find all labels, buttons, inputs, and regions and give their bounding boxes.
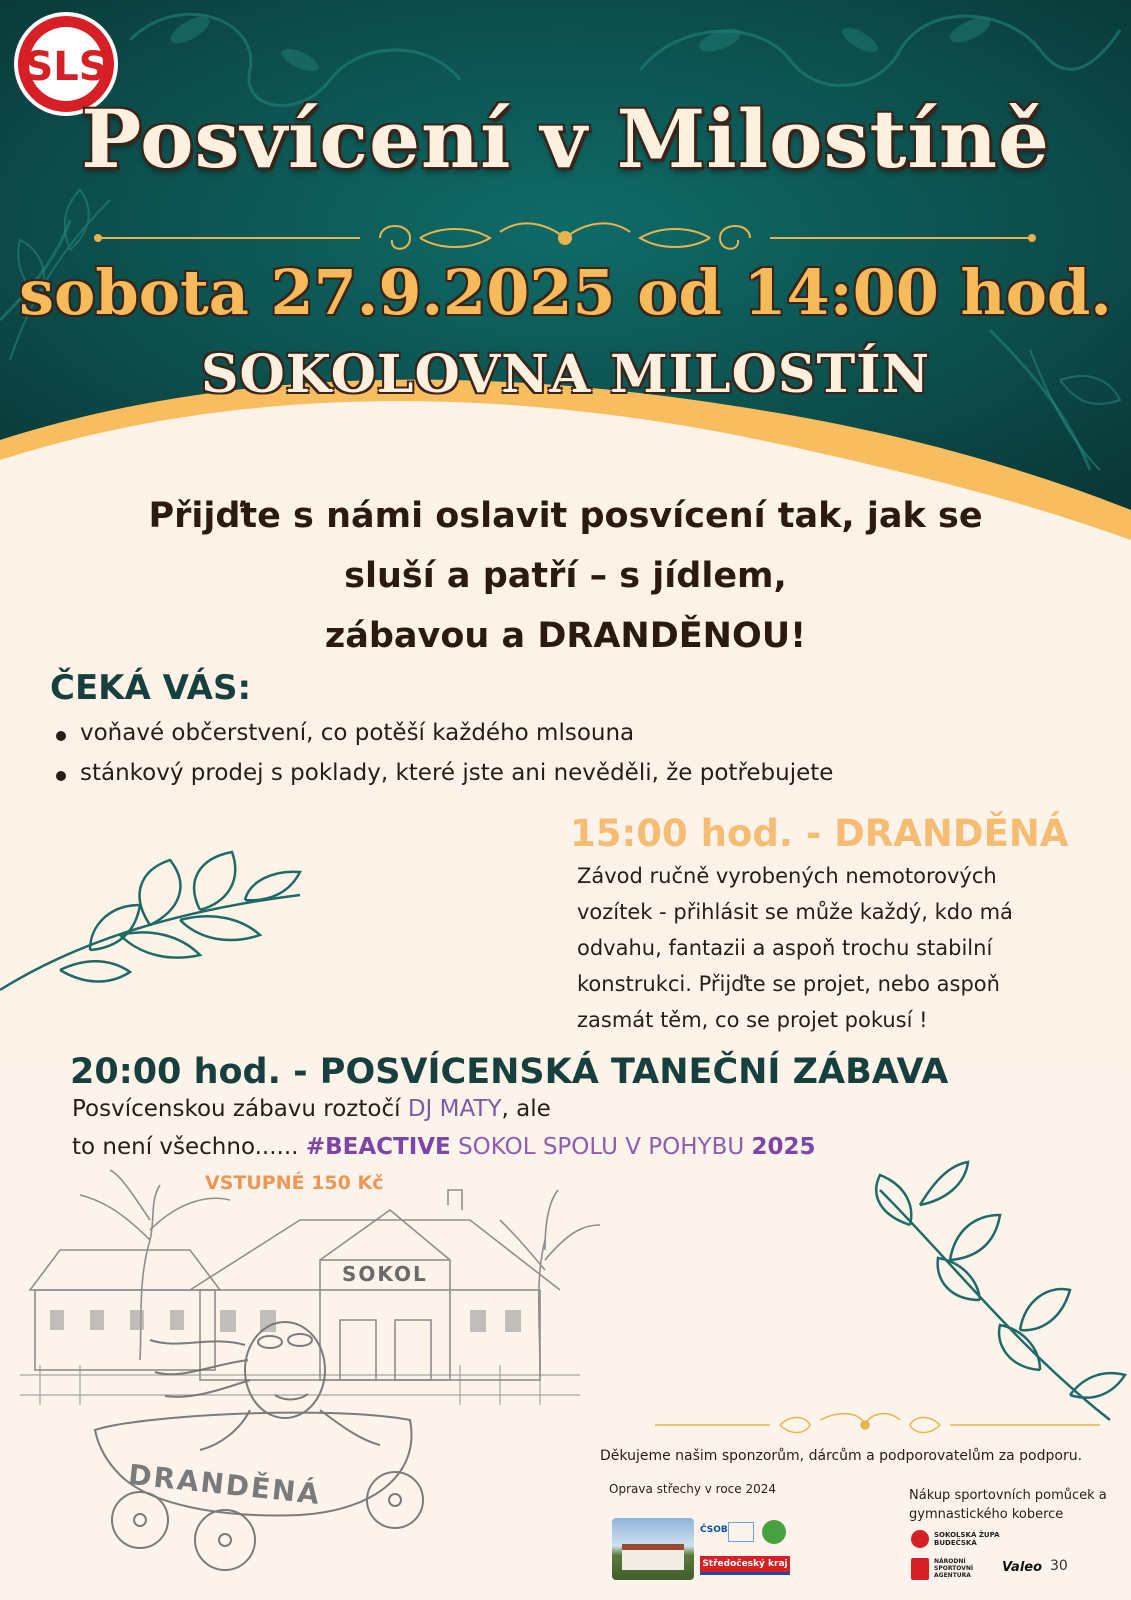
drandena-description (577, 858, 1067, 1038)
event-venue: SOKOLOVNA MILOSTÍN (200, 344, 931, 405)
crest-icon (762, 1520, 786, 1544)
badge-icon (728, 1522, 754, 1542)
intro-line: sluší a patří – s jídlem, (344, 556, 787, 596)
sokol-sign: SOKOL (342, 1262, 428, 1286)
event-date: sobota 27.9.2025 od 14:00 hod. (19, 256, 1112, 329)
program-item-text: voňavé občerstvení, co potěší každého mlsouna (80, 720, 635, 746)
drandena-heading: 15:00 hod. - DRANDĚNÁ (570, 812, 1069, 855)
intro-line: Přijďte s námi oslavit posvícení tak, jak se (148, 496, 983, 536)
cart-label: DRANDĚNÁ (126, 1457, 323, 1512)
nsa-icon (911, 1558, 929, 1580)
intro-line: zábavou a DRANDĚNOU! (324, 616, 807, 656)
sponsor-thanks: Děkujeme našim sponzorům, dárcům a podporovatelům za podporu. (600, 1448, 1083, 1464)
program-heading: ČEKÁ VÁS: (50, 668, 252, 708)
page-title: Posvícení v Milostíně (81, 92, 1050, 186)
zupa-logo: SOKOLSKÁ ŽUPA BUDEČSKÁ (934, 1531, 1000, 1547)
drandena-line: Závod ručně vyrobených nemotorových (577, 864, 997, 888)
dance-heading: 20:00 hod. - POSVÍCENSKÁ TANEČNÍ ZÁBAVA (70, 1052, 949, 1092)
program-item (56, 720, 634, 746)
roof-note: Oprava střechy v roce 2024 (609, 1482, 777, 1496)
logo-letters: SLS (24, 44, 108, 90)
church-photo (612, 1518, 694, 1580)
dance-line-2: to není všechno...... #BEACTIVE SOKOL SPOLU V POHYBU 2025 (72, 1134, 816, 1160)
zupa-icon (911, 1530, 929, 1548)
beactive-tag: #BEACTIVE (305, 1134, 451, 1160)
intro-text (120, 486, 1011, 666)
purchase-note: Nákup sportovních pomůcek a gymnastického koberce (909, 1488, 1107, 1522)
dance-line-1: Posvícenskou zábavu roztočí DJ MATY, ale (72, 1096, 551, 1122)
nsa-logo: NÁRODNÍ SPORTOVNÍ AGENTURA (934, 1558, 974, 1579)
drandena-line: odvahu, fantazii a aspoň trochu stabilní (577, 936, 993, 960)
valeo-logo: Valeo (1002, 1560, 1043, 1575)
entry-fee: VSTUPNÉ 150 Kč (205, 1172, 384, 1194)
beactive-text: SOKOL SPOLU V POHYBU (458, 1134, 745, 1160)
beactive-year: 2025 (751, 1134, 816, 1160)
drandena-line: vozítek - přihlásit se může každý, kdo má (577, 900, 1013, 924)
csob-logo: ČSOB (700, 1525, 728, 1535)
region-logo: Středočeský kraj (700, 1556, 790, 1575)
drandena-line: zasmát těm, co se projet pokusí ! (577, 1008, 928, 1032)
anniversary-logo: 30 (1050, 1558, 1068, 1574)
drandena-line: konstrukci. Přijďte se projet, nebo aspoň (577, 972, 1000, 996)
program-item (56, 760, 833, 786)
program-item-text: stánkový prodej s poklady, které jste ani nevěděli, že potřebujete (80, 760, 834, 786)
dj-name: DJ MATY (407, 1096, 502, 1122)
